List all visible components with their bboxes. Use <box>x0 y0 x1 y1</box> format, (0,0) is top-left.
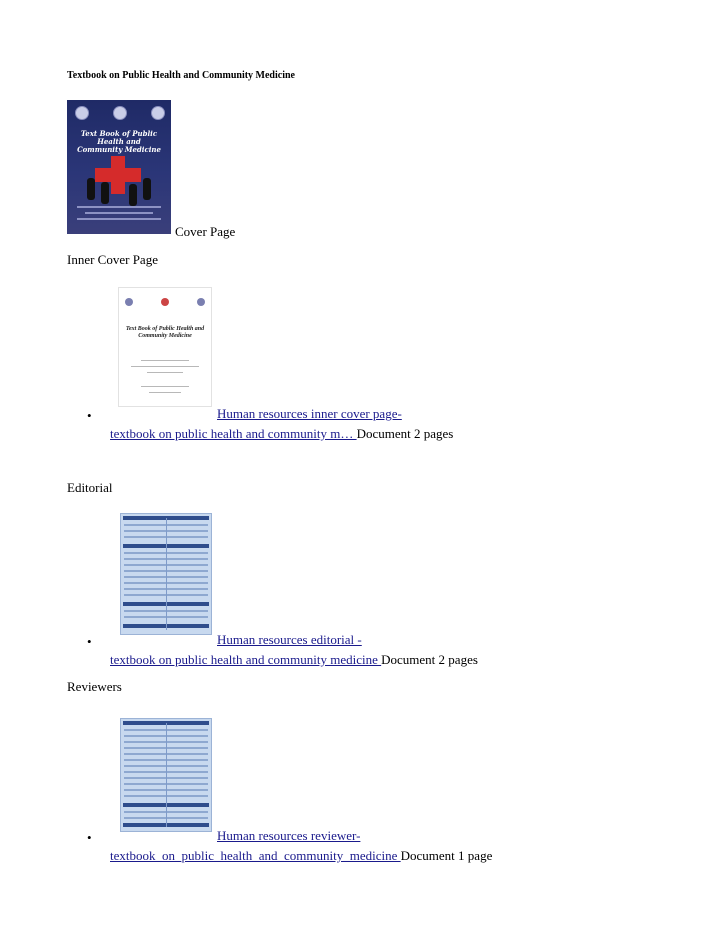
editorial-thumbnail[interactable] <box>120 513 212 635</box>
emblem-icon <box>113 106 127 120</box>
thumbnail-title: Text Book of Public Health and Community Medicine <box>125 326 205 339</box>
document-link-continued[interactable]: textbook on public health and community medicine <box>110 652 382 667</box>
page-title: Textbook on Public Health and Community Medicine <box>67 70 295 81</box>
list-bullet: • <box>87 408 92 423</box>
cover-image[interactable] <box>67 100 171 234</box>
section-heading-reviewers: Reviewers <box>67 679 122 694</box>
list-item-editorial <box>110 630 478 670</box>
document-link[interactable]: Human resources reviewer- <box>217 828 361 843</box>
section-heading-inner-cover: Inner Cover Page <box>67 252 158 267</box>
list-bullet: • <box>87 634 92 649</box>
cover-page-link[interactable]: Cover Page <box>175 224 236 239</box>
who-logo-icon <box>151 106 165 120</box>
inner-cover-thumbnail[interactable] <box>118 287 212 407</box>
document-link-continued[interactable]: textbook on public health and community m… <box>110 426 357 441</box>
list-item-inner-cover <box>110 404 453 444</box>
document-meta: Document 2 pages <box>381 652 478 667</box>
emblem-icon <box>161 298 169 306</box>
who-logo-icon <box>197 298 205 306</box>
cover-image-title: Text Book of Public Health and Community Medicine <box>77 129 161 154</box>
section-heading-editorial: Editorial <box>67 480 113 495</box>
document-link[interactable]: Human resources editorial - <box>217 632 362 647</box>
document-link[interactable]: Human resources inner cover page- <box>217 406 402 421</box>
list-item-reviewers <box>110 826 492 866</box>
document-link-continued[interactable]: textbook_on_public_health_and_community_medicine <box>110 848 401 863</box>
document-meta: Document 1 page <box>400 848 493 863</box>
document-meta: Document 2 pages <box>356 426 454 441</box>
list-bullet: • <box>87 830 92 845</box>
logo-icon <box>125 298 133 306</box>
reviewers-thumbnail[interactable] <box>120 718 212 832</box>
logo-icon <box>75 106 89 120</box>
